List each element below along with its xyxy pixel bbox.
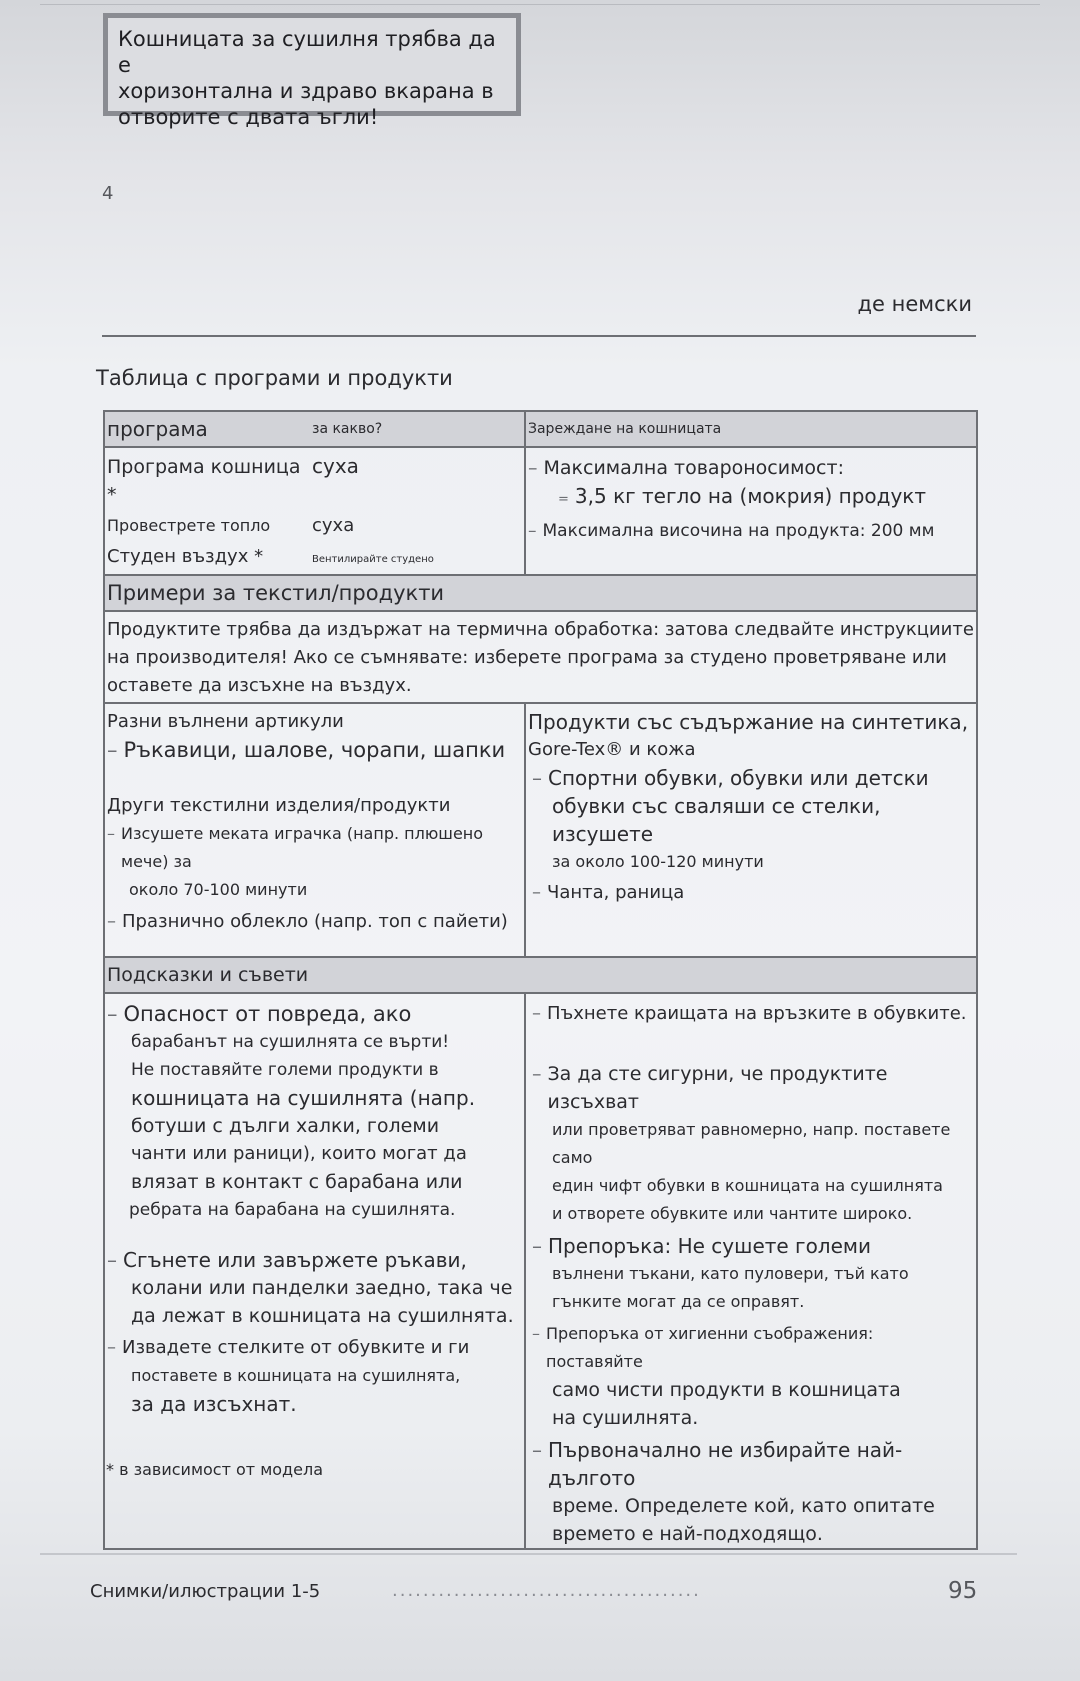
header-cell-loading (525, 411, 977, 447)
other-item-cont: около 70-100 минути (129, 880, 308, 899)
table-header-row (104, 411, 977, 447)
examples-right-cell (525, 703, 977, 957)
other-item: – Изсушете меката играчка (напр. плюшено мече) за (107, 824, 484, 871)
program-name: Студен въздух * (107, 546, 264, 567)
program-name: Провестрете топло (107, 516, 271, 535)
other-item: – Празнично облекло (напр. топ с пайети) (107, 911, 508, 932)
loading-line: – Максимална височина на продукта: 200 мм (528, 521, 935, 541)
synthetic-item-cont: за около 100-120 минути (552, 852, 764, 871)
program-name: Програма кошница * (107, 456, 301, 506)
synthetic-item-cont: обувки със сваляши се стелки, изсушете (552, 794, 881, 846)
callout-line: Кошницата за сушилня трябва да е (118, 27, 496, 77)
synthetic-title-cont: Gore-Tex® и кожа (528, 739, 696, 760)
footer-rule (40, 1553, 1017, 1555)
tip-item: – Препоръка от хигиенни съображения: поставяйте само чисти продукти в кошницата на сушилнята. (532, 1324, 901, 1429)
synthetic-title: Продукти със съдържание на синтетика, (528, 710, 969, 734)
loading-line: = 3,5 кг тегло на (мокрия) продукт (558, 484, 927, 508)
program-item (107, 452, 522, 509)
program-type: Вентилирайте студено (312, 554, 434, 565)
wool-item: – Ръкавици, шалове, чорапи, шапки (107, 738, 506, 762)
tips-header-row (104, 957, 977, 993)
synthetic-item: – Спортни обувки, обувки или детски (532, 766, 929, 790)
header-program: програма (107, 417, 208, 441)
wool-title: Разни вълнени артикули (107, 711, 344, 732)
examples-note-cell (104, 611, 977, 703)
tip-item: – Сгънете или завържете ръкави, колани или панделки заедно, така че да лежат в кошницата на сушилнята. (107, 1248, 514, 1327)
warning-callout (103, 13, 521, 129)
examples-header-cell (104, 575, 977, 611)
page-marker: 4 (102, 183, 114, 204)
table-title: Таблица с програми и продукти (96, 366, 453, 390)
tips-header-cell (104, 957, 977, 993)
other-title: Други текстилни изделия/продукти (107, 795, 451, 816)
tip-item: – Пъхнете краищата на връзките в обувките. (532, 1003, 967, 1024)
programs-cell (104, 447, 525, 575)
tip-item: – Опасност от повреда, ако барабанът на сушилнята се върти! Не поставяйте големи продукти в кошницата на сушилнята (напр. ботуши с дълги халки, големи чанти или раници), които могат да влязат в контакт с барабана или ребрата на барабана на сушилнята. (107, 1002, 476, 1220)
footnote: * в зависимост от модела (106, 1460, 323, 1479)
header-cell-program (104, 411, 525, 447)
tips-right-cell (525, 993, 977, 1549)
callout-line: хоризонтална и здраво вкарана в (118, 79, 494, 103)
loading-cell (525, 447, 977, 575)
loading-line: – Максимална товароносимост: (528, 457, 844, 479)
examples-row (104, 703, 977, 957)
synthetic-item: – Чанта, раница (532, 882, 685, 903)
language-label: де немски (857, 292, 972, 316)
program-type: суха (312, 515, 355, 536)
footer-credits: Снимки/илюстрации 1-5 (90, 1581, 321, 1602)
program-type: суха (312, 454, 359, 478)
page-number: 95 (948, 1578, 978, 1604)
examples-note-row (104, 611, 977, 703)
callout-line: отворите с двата ъгли! (118, 105, 379, 129)
tip-item: – Първоначално не избирайте най-дългото време. Определете кой, като опитате времето е най-подходящо. (532, 1438, 935, 1545)
examples-note: Продуктите трябва да издържат на термична обработка: затова следвайте инструкциите на производителя! Ако се съмнявате: изберете програма за студено проветряване или оставете да изсъхне на въздух. (107, 619, 974, 696)
examples-header: Примери за текстил/продукти (107, 581, 445, 605)
footer-dot-leader: ........................................ (392, 1580, 701, 1601)
examples-header-row (104, 575, 977, 611)
program-item (107, 509, 522, 543)
tips-header: Подсказки и съвети (107, 964, 309, 986)
top-rule (40, 4, 1040, 5)
tip-item: – Извадете стелките от обувките и ги поставете в кошницата на сушилнята, за да изсъхнат. (107, 1337, 470, 1416)
header-for-what: за какво? (312, 421, 383, 437)
program-item (107, 543, 522, 574)
examples-left-cell (104, 703, 525, 957)
tip-item: – Препоръка: Не сушете големи вълнени тъкани, като пуловери, тъй като гънките могат да се оправят. (532, 1234, 909, 1311)
programs-row (104, 447, 977, 575)
tip-item: – За да сте сигурни, че продуктите изсъхват или проветряват равномерно, напр. поставете само един чифт обувки в кошницата на сушилнята и отворете обувките или чантите широко. (532, 1063, 951, 1223)
programs-table (103, 410, 978, 1550)
section-rule (102, 335, 976, 337)
header-loading: Зареждане на кошницата (528, 421, 722, 437)
